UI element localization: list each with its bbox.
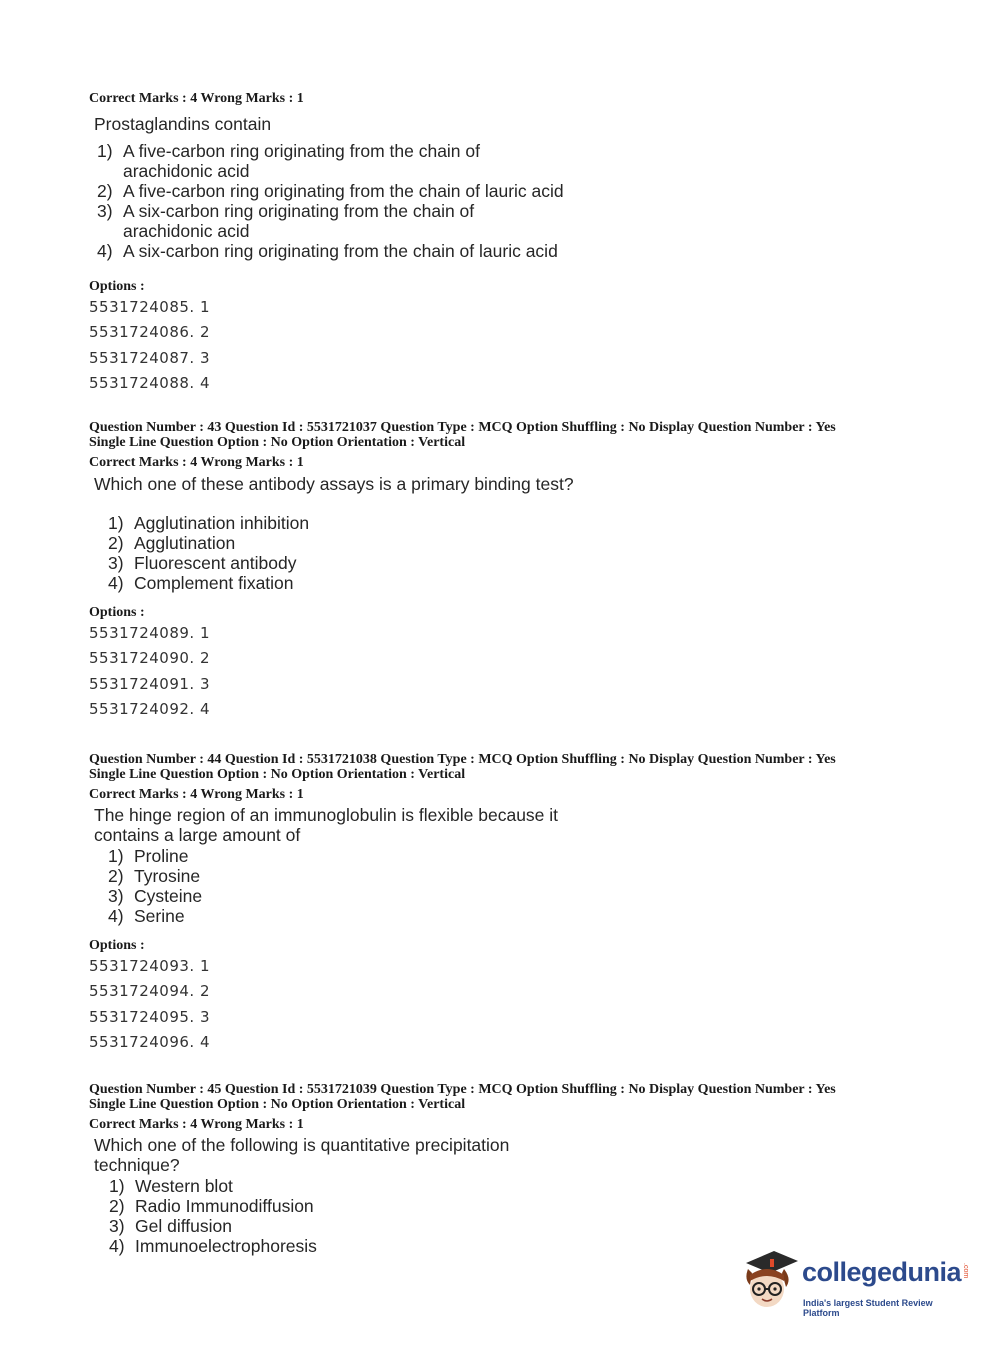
- marks-line: Correct Marks : 4 Wrong Marks : 1: [89, 787, 304, 802]
- options-label: Options :: [89, 605, 145, 620]
- logo-name: collegedunia: [802, 1257, 962, 1287]
- choice-number: 3): [108, 886, 124, 906]
- choice-text: Fluorescent antibody: [134, 553, 297, 573]
- choice-text: Immunoelectrophoresis: [135, 1236, 317, 1256]
- choice-item: [109, 1216, 889, 1236]
- question-stem: Which one of the following is quantitative precipitation technique?: [94, 1135, 510, 1175]
- choice-number: 3): [97, 201, 113, 221]
- choice-number: 3): [108, 553, 124, 573]
- choice-text: Complement fixation: [134, 573, 294, 593]
- choice-text: Agglutination inhibition: [134, 513, 310, 533]
- choice-list: [89, 846, 889, 926]
- option-id: 5531724085. 1: [89, 298, 211, 316]
- marks-line: Correct Marks : 4 Wrong Marks : 1: [89, 455, 304, 470]
- mascot-icon: [740, 1249, 802, 1313]
- choice-text: Gel diffusion: [135, 1216, 232, 1236]
- question-stem: The hinge region of an immunoglobulin is flexible because it contains a large amount of: [94, 805, 559, 845]
- choice-item: [97, 201, 567, 241]
- choice-list: [89, 1176, 889, 1256]
- choice-list: [89, 513, 889, 593]
- choice-text: A six-carbon ring originating from the chain of lauric acid: [123, 241, 558, 261]
- option-id: 5531724088. 4: [89, 373, 211, 392]
- choice-number: 2): [108, 866, 124, 886]
- choice-number: 2): [109, 1196, 125, 1216]
- choice-text: Radio Immunodiffusion: [135, 1196, 314, 1216]
- marks-line: Correct Marks : 4 Wrong Marks : 1: [89, 1117, 304, 1132]
- choice-text: Cysteine: [134, 886, 203, 906]
- options-label: Options :: [89, 938, 145, 953]
- choice-number: 1): [108, 846, 124, 866]
- question-header-line2: Single Line Question Option : No Option Orientation : Vertical: [89, 767, 466, 782]
- choice-number: 1): [97, 141, 113, 161]
- question-header: Question Number : 45 Question Id : 5531721039 Question Type : MCQ Option Shuffling : No Display Question Number : Yes: [89, 1082, 836, 1097]
- choice-number: 2): [108, 533, 124, 553]
- choice-number: 1): [109, 1176, 125, 1196]
- choice-item: [108, 886, 889, 906]
- option-id: 5531724095. 3: [89, 1007, 211, 1026]
- option-id: 5531724094. 2: [89, 982, 211, 1001]
- choice-number: 2): [97, 181, 113, 201]
- option-id: 5531724093. 1: [89, 957, 211, 975]
- choice-item: [108, 866, 889, 886]
- choice-item: [109, 1176, 889, 1196]
- choice-number: 4): [108, 573, 124, 593]
- choice-number: 3): [109, 1216, 125, 1236]
- option-id: 5531724096. 4: [89, 1032, 211, 1051]
- choice-text: Serine: [134, 906, 185, 926]
- choice-text: Proline: [134, 846, 189, 866]
- option-id: 5531724092. 4: [89, 699, 211, 718]
- choice-item: [108, 846, 889, 866]
- choice-number: 4): [109, 1236, 125, 1256]
- question-45: [89, 1082, 889, 1256]
- question-42: [89, 91, 889, 396]
- question-header-line2: Single Line Question Option : No Option Orientation : Vertical: [89, 435, 466, 450]
- logo-com: .com: [962, 1263, 969, 1279]
- option-id: 5531724087. 3: [89, 348, 211, 367]
- question-header: Question Number : 44 Question Id : 5531721038 Question Type : MCQ Option Shuffling : No Display Question Number : Yes: [89, 752, 836, 767]
- option-id: 5531724089. 1: [89, 624, 211, 642]
- logo-tagline: India's largest Student Review Platform: [803, 1298, 933, 1318]
- choice-number: 4): [108, 906, 124, 926]
- option-id: 5531724091. 3: [89, 674, 211, 693]
- choice-item: [109, 1196, 889, 1216]
- choice-item: [97, 241, 567, 261]
- choice-item: [108, 906, 889, 926]
- option-id: 5531724086. 2: [89, 323, 211, 342]
- question-stem: Prostaglandins contain: [94, 114, 272, 134]
- choice-item: [108, 533, 889, 553]
- choice-text: A six-carbon ring originating from the chain of arachidonic acid: [123, 201, 475, 241]
- marks-line: Correct Marks : 4 Wrong Marks : 1: [89, 91, 304, 106]
- question-44: [89, 752, 889, 1055]
- choice-item: [108, 553, 889, 573]
- choice-text: A five-carbon ring originating from the chain of arachidonic acid: [123, 141, 480, 181]
- choice-number: 4): [97, 241, 113, 261]
- choice-number: 1): [108, 513, 124, 533]
- question-header-line2: Single Line Question Option : No Option Orientation : Vertical: [89, 1097, 466, 1112]
- choice-list: [89, 141, 567, 261]
- choice-text: Western blot: [135, 1176, 233, 1196]
- choice-text: Tyrosine: [134, 866, 201, 886]
- choice-item: [97, 141, 567, 181]
- choice-item: [97, 181, 567, 201]
- option-id: 5531724090. 2: [89, 649, 211, 668]
- question-stem: Which one of these antibody assays is a primary binding test?: [94, 474, 574, 494]
- choice-text: A five-carbon ring originating from the chain of lauric acid: [123, 181, 564, 201]
- question-43: [89, 420, 889, 722]
- choice-item: [108, 513, 889, 533]
- question-header: Question Number : 43 Question Id : 5531721037 Question Type : MCQ Option Shuffling : No Display Question Number : Yes: [89, 420, 836, 435]
- options-label: Options :: [89, 279, 145, 294]
- collegedunia-logo: [740, 1249, 970, 1319]
- choice-item: [108, 573, 889, 593]
- choice-text: Agglutination: [134, 533, 236, 553]
